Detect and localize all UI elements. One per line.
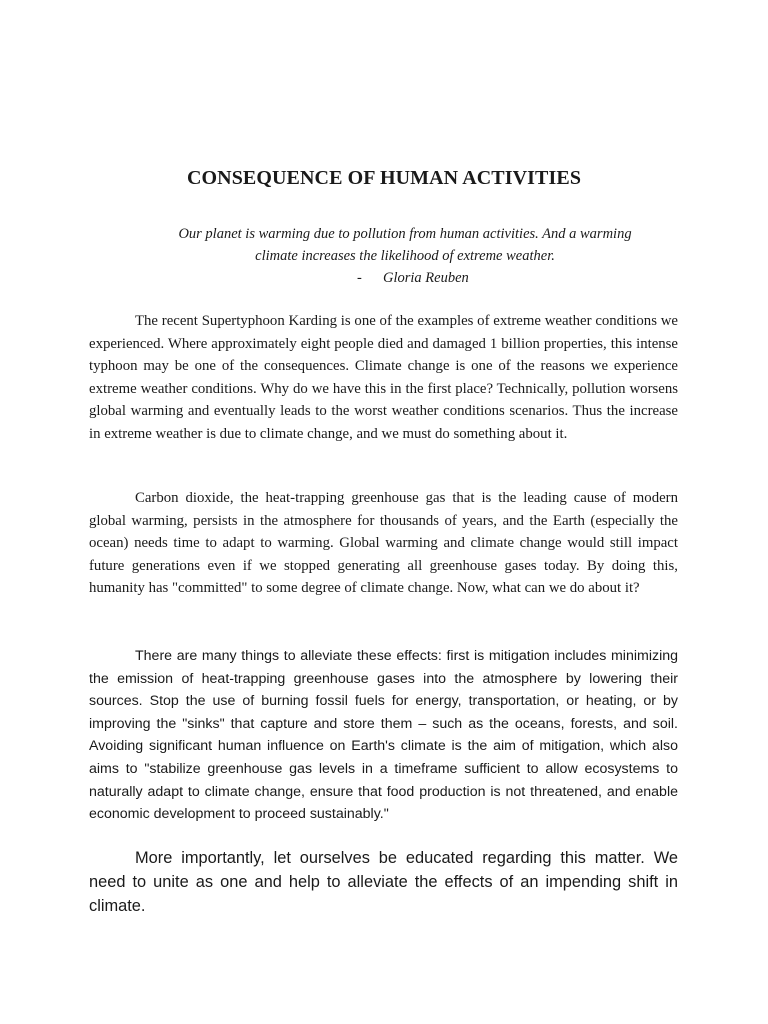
- epigraph-quote: [110, 223, 700, 289]
- body-paragraph-2: Carbon dioxide, the heat-trapping greenhouse gas that is the leading cause of modern global warming, persists in the atmosphere for thousands of years, and the Earth (especially the ocean) needs time to adapt to warming. Global warming and climate change would still impact future generations even if we stopped generating all greenhouse gases today. By doing this, humanity has "committed" to some degree of climate change. Now, what can we do about it?: [89, 490, 678, 597]
- document-title: CONSEQUENCE OF HUMAN ACTIVITIES: [186, 167, 582, 189]
- body-paragraph-4: More importantly, let ourselves be educated regarding this matter. We need to unite as one and help to alleviate the effects of an impending shift in climate.: [89, 849, 678, 915]
- epigraph-attribution: [110, 267, 700, 289]
- epigraph-line-1: Our planet is warming due to pollution from human activities. And a warming: [178, 226, 632, 242]
- body-paragraph-1: The recent Supertyphoon Karding is one of the examples of extreme weather conditions we experienced. Where approximately eight people died and damaged 1 billion properties, this intense typhoon may be one of the consequences. Climate change is one of the reasons we experience extreme weather conditions. Why do we have this in the first place? Technically, pollution worsens global warming and eventually leads to the worst weather conditions scenarios. Thus the increase in extreme weather is due to climate change, and we must do something about it.: [89, 313, 678, 442]
- epigraph-author: Gloria Reuben: [383, 270, 469, 286]
- epigraph-line-2: climate increases the likelihood of extreme weather.: [255, 248, 555, 264]
- attribution-dash: -: [357, 270, 362, 286]
- body-paragraph-3: There are many things to alleviate these effects: first is mitigation includes minimizing the emission of heat-trapping greenhouse gases into the atmosphere by lowering their sources. Stop the use of burning fossil fuels for energy, transportation, or heating, or by improving the "sinks" that capture and store them – such as the oceans, forests, and soil. Avoiding significant human influence on Earth's climate is the aim of mitigation, which also aims to "stabilize greenhouse gas levels in a timeframe sufficient to allow ecosystems to naturally adapt to climate change, ensure that food production is not threatened, and enable economic development to proceed sustainably.": [89, 648, 678, 823]
